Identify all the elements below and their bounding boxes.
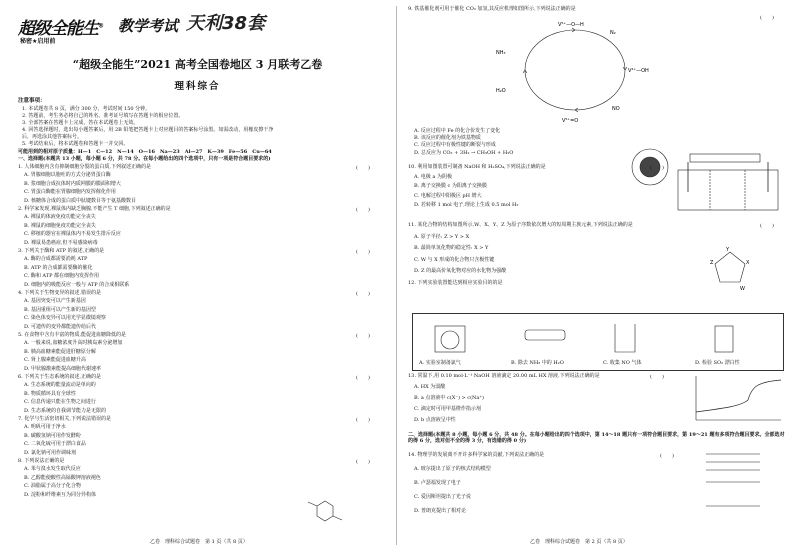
experiment-label: D. 检验 SO₂ 漂白性 — [695, 360, 740, 366]
energy-level-diagram — [700, 448, 786, 512]
svg-text:Z: Z — [710, 260, 714, 266]
option-item: A. 酶的合成都需要消耗 ATP — [24, 256, 88, 263]
answer-blank: ( ) — [356, 207, 370, 213]
option-item: C. 二氧化硫可用于漂白食品 — [24, 441, 86, 448]
question-stem: 1. 人体细胞内含有抑制细胞分裂的蛋白质,下列叙述正确的是 — [18, 164, 151, 170]
option-item: A. 原子半径: Z > Y > X — [414, 233, 470, 240]
answer-blank: ( ) — [660, 453, 674, 459]
secret-label: 秘密★启用前 — [20, 38, 56, 45]
brand-subtitle: 教学考试 — [118, 17, 179, 35]
option-item: D. 甲状腺激素能提高细胞代谢速率 — [24, 365, 102, 372]
option-item: D. 氯化钠可用作调味剂 — [24, 449, 77, 456]
mech-label-h2o: H₂O — [496, 88, 506, 94]
answer-blank: ( ) — [356, 459, 370, 465]
footer-right: 乙卷 理科综合试题卷 第 2 页（共 8 页） — [530, 539, 628, 545]
option-item: C. 滴定时可用甲基橙作指示剂 — [414, 406, 481, 412]
footer-left: 乙卷 理科综合试题卷 第 1 页（共 8 页） — [150, 539, 248, 545]
answer-blank: ( ) — [356, 165, 370, 171]
option-item: C. 肾上腺素能促进血糖升高 — [24, 357, 86, 364]
option-item: C. 爱因斯坦提出了光子说 — [414, 494, 471, 500]
answer-blank: ( ) — [650, 374, 664, 380]
tianli-logo: 天利38套 — [186, 13, 266, 34]
compound-structure — [690, 242, 770, 302]
option-item: B. 基因重组可以产生新的基因型 — [24, 306, 96, 313]
svg-text:Y: Y — [726, 247, 730, 253]
option-item: B. 裸鼠的细胞免疫功能完全丧失 — [24, 222, 96, 229]
notice-item: 4. 回答选择题时，选出每小题答案后，用 2B 铅笔把答题卡上对应题目的答案标号涂黑。如需改动，用橡皮擦干净 — [22, 127, 274, 133]
option-item: B. 该反应的催化剂为铁基物质 — [414, 135, 481, 142]
atomic-masses: 可能用到的相对原子质量：H—1 C—12 N—14 O—16 Na—23 Al—27 K—39 Fe—56 Cu—64 — [18, 149, 272, 155]
exam-subject: 理科综合 — [174, 81, 221, 92]
option-item: B. 碳酸氢钠可用作发酵粉 — [24, 432, 81, 439]
question-stem: 10. 利用如图装置可制备 NaOH 和 H₂SO₄,下列说法正确的是 — [408, 164, 546, 170]
notice-item: 2. 答题前，考生务必将自己的姓名、准考证号填写在答题卡的相应位置。 — [22, 113, 184, 119]
question-stem: 11. 某化合物的结构如图所示,W、X、Y、Z 为原子序数依次增大的短周期主族元素,下列说法正确的是 — [408, 222, 633, 228]
option-item: B. 乙醇能使酸性高锰酸钾溶液褪色 — [24, 474, 101, 481]
notice-item: 5. 考试结束后，将本试题卷和答题卡一并交回。 — [22, 141, 129, 147]
option-item: C. 染色体变异可以用光学显微镜观察 — [24, 315, 106, 322]
answer-blank: ( ) — [356, 249, 370, 255]
answer-blank: ( ) — [356, 333, 370, 339]
left-column — [0, 0, 395, 551]
right-column — [400, 0, 794, 551]
option-item: A. 玻尔提出了原子的核式结构模型 — [414, 466, 491, 472]
answer-blank: ( ) — [760, 15, 774, 21]
svg-text:W: W — [740, 286, 745, 292]
section-heading-2: 二、选择题(本题共 8 小题，每小题 6 分，共 48 分。在每小题给出的四个选项中，第 14～18 题只有一项符合题目要求，第 19～21 题有多项符合题目要求。全部选对的得 6 分，选对但不全的得 3 分，有选错的得 0 分) — [408, 432, 785, 444]
notice-item: 1. 本试题卷共 8 页，满分 300 分，考试时间 150 分钟。 — [22, 106, 151, 112]
notice-item: 3. 全部答案在答题卡上完成，答在本试题卷上无效。 — [22, 120, 139, 126]
experiment-label: C. 收集 NO 气体 — [603, 360, 642, 366]
experiment-box — [412, 313, 784, 371]
q9-stem: 9. 铁基催化剂可用于催化 CO₂ 加氢,其反应机理如图所示,下列说法正确的是 — [408, 6, 576, 12]
option-item: A. 反应过程中 Fe 的化合价发生了变化 — [414, 128, 501, 134]
option-item: D. b 点溶液呈中性 — [414, 417, 456, 423]
option-item: D. Z 的最高价氧化物对应的水化物为强酸 — [414, 268, 507, 274]
option-item: B. ATP 的合成都需要酶的催化 — [24, 264, 93, 271]
option-item: A. 一般来说,血糖浓度升高时胰岛素分泌增加 — [24, 340, 123, 347]
question-stem: 2. 科学家发现,裸鼠体内缺乏胸腺,不能产生 T 细胞,下列叙述正确的是 — [18, 206, 171, 212]
option-item: C. 信息传递只能在生物之间进行 — [24, 399, 96, 406]
question-stem: 8. 下列说法正确的是 — [18, 458, 65, 464]
option-item: B. 胰高血糖素能促进肝糖原分解 — [24, 348, 96, 355]
answer-blank: ( ) — [760, 223, 774, 229]
option-item: C. W 与 X 形成的化合物只含极性键 — [414, 256, 495, 263]
answer-blank: ( ) — [650, 165, 664, 171]
electrolysis-diagram — [670, 152, 785, 214]
answer-blank: ( ) — [356, 375, 370, 381]
option-item: C. 移植的器官在裸鼠体内不易发生排斥反应 — [24, 231, 121, 238]
option-item: A. 电极 a 为阴极 — [414, 173, 452, 180]
answer-blank: ( ) — [356, 291, 370, 297]
option-item: C. 酶和 ATP 都在细胞内发挥作用 — [24, 273, 100, 280]
option-item: B. 浆细胞合成抗体时内质网膜的膜面积增大 — [24, 180, 121, 187]
option-item: C. 油脂属于高分子化合物 — [24, 483, 81, 490]
mech-label-top: V⁵⁺—O—H — [558, 22, 584, 28]
option-item: B. 卢瑟福发现了电子 — [414, 480, 461, 486]
option-item: D. 细胞内的吸能反应一般与 ATP 的合成相联系 — [24, 281, 130, 288]
option-item: D. 总反应为 CO₂ + 3H₂ → CH₃OH + H₂O — [414, 149, 514, 156]
notice-item: 后，再选涂其他答案标号。 — [22, 134, 83, 140]
option-item: A. 明矾可用于净水 — [24, 424, 66, 431]
mech-label-bottom: V⁵⁺=O — [562, 118, 579, 124]
mech-label-n2: N₂ — [610, 30, 616, 36]
question-stem: 12. 下列实验装置能达到相应实验目的的是 — [408, 279, 503, 286]
svg-text:X: X — [746, 260, 750, 266]
question-stem: 5. 在食物中含有丰富的物质,能促进血糖降低的是 — [18, 332, 126, 338]
question-stem: 7. 化学与生活密切相关,下列说法错误的是 — [18, 416, 111, 422]
option-item: C. 反应过程中有极性键的断裂与形成 — [414, 142, 496, 149]
option-item: D. 裸鼠易患癌症,但不易感染病毒 — [24, 239, 98, 246]
brand-logo: 超级全能生® — [18, 19, 103, 39]
structure-diagram — [300, 496, 350, 526]
option-item: A. 胃腺细胞以胞吐的方式分泌胃蛋白酶 — [24, 172, 111, 179]
question-stem: 13. 常温下,用 0.10 mol·L⁻¹ NaOH 溶液滴定 20.00 mL HX 溶液,下列说法正确的是 — [408, 373, 600, 379]
option-item: C. 胃蛋白酶能在胃腺细胞内发挥催化作用 — [24, 189, 116, 196]
option-item: B. 最简单氢化物的稳定性: X > Y — [414, 245, 489, 251]
question-stem: 4. 下列关于生物变异的叙述,错误的是 — [18, 290, 101, 296]
mech-label-right: V⁴⁺—OH — [628, 68, 649, 74]
option-item: D. 可遗传的变异都能遗传给后代 — [24, 323, 97, 330]
option-item: A. HX 为弱酸 — [414, 384, 446, 390]
option-item: C. 电解过程中阳极区 pH 增大 — [414, 192, 482, 199]
notice-heading: 注意事项： — [18, 98, 46, 104]
option-item: D. 普朗克提出了相对论 — [414, 508, 467, 514]
option-item: A. 生态系统的能量流动是单向的 — [24, 382, 96, 389]
option-item: B. 离子交换膜 c 为阳离子交换膜 — [414, 183, 487, 189]
experiment-label: B. 除去 NH₃ 中的 H₂O — [511, 360, 564, 366]
question-stem: 6. 下列关于生态系统的叙述,正确的是 — [18, 374, 101, 380]
experiment-label: A. 实验室制备氯气 — [419, 360, 461, 366]
option-item: B. 物质循环具有全球性 — [24, 390, 76, 397]
experiment-figures — [415, 316, 781, 356]
option-item: D. 淀粉和纤维素互为同分异构体 — [24, 491, 97, 498]
mechanism-diagram — [490, 14, 660, 126]
question-stem: 3. 下列关于酶和 ATP 的叙述,正确的是 — [18, 248, 105, 254]
option-item: D. 生态系统的自我调节能力是无限的 — [24, 407, 107, 414]
option-item: D. 核糖体合成的蛋白质中肽键数目等于氨基酸数目 — [24, 197, 137, 204]
option-item: A. 裸鼠的体液免疫功能完全丧失 — [24, 214, 96, 221]
option-item: B. a 点溶液中 c(X⁻) > c(Na⁺) — [414, 395, 484, 401]
titration-chart — [686, 372, 786, 426]
question-stem: 14. 物理学的发展离不开许多科学家的贡献,下列说法正确的是 — [408, 452, 545, 458]
option-item: D. 若转移 1 mol 电子,理论上生成 0.5 mol H₂ — [414, 202, 519, 208]
option-item: A. 基因突变可以产生新基因 — [24, 298, 86, 305]
answer-blank: ( ) — [356, 417, 370, 423]
mech-label-no: NO — [612, 106, 620, 112]
exam-title: “超级全能生”2021 高考全国卷地区 3 月联考乙卷 — [72, 58, 323, 71]
mech-label-nh3: NH₃ — [496, 50, 506, 56]
section-heading-1: 一、选择题(本题共 13 小题，每小题 6 分，共 78 分。在每小题给出的四个选项中，只有一项是符合题目要求的) — [18, 156, 271, 162]
column-divider — [396, 6, 397, 545]
option-item: A. 苯与溴水发生取代反应 — [24, 466, 81, 473]
